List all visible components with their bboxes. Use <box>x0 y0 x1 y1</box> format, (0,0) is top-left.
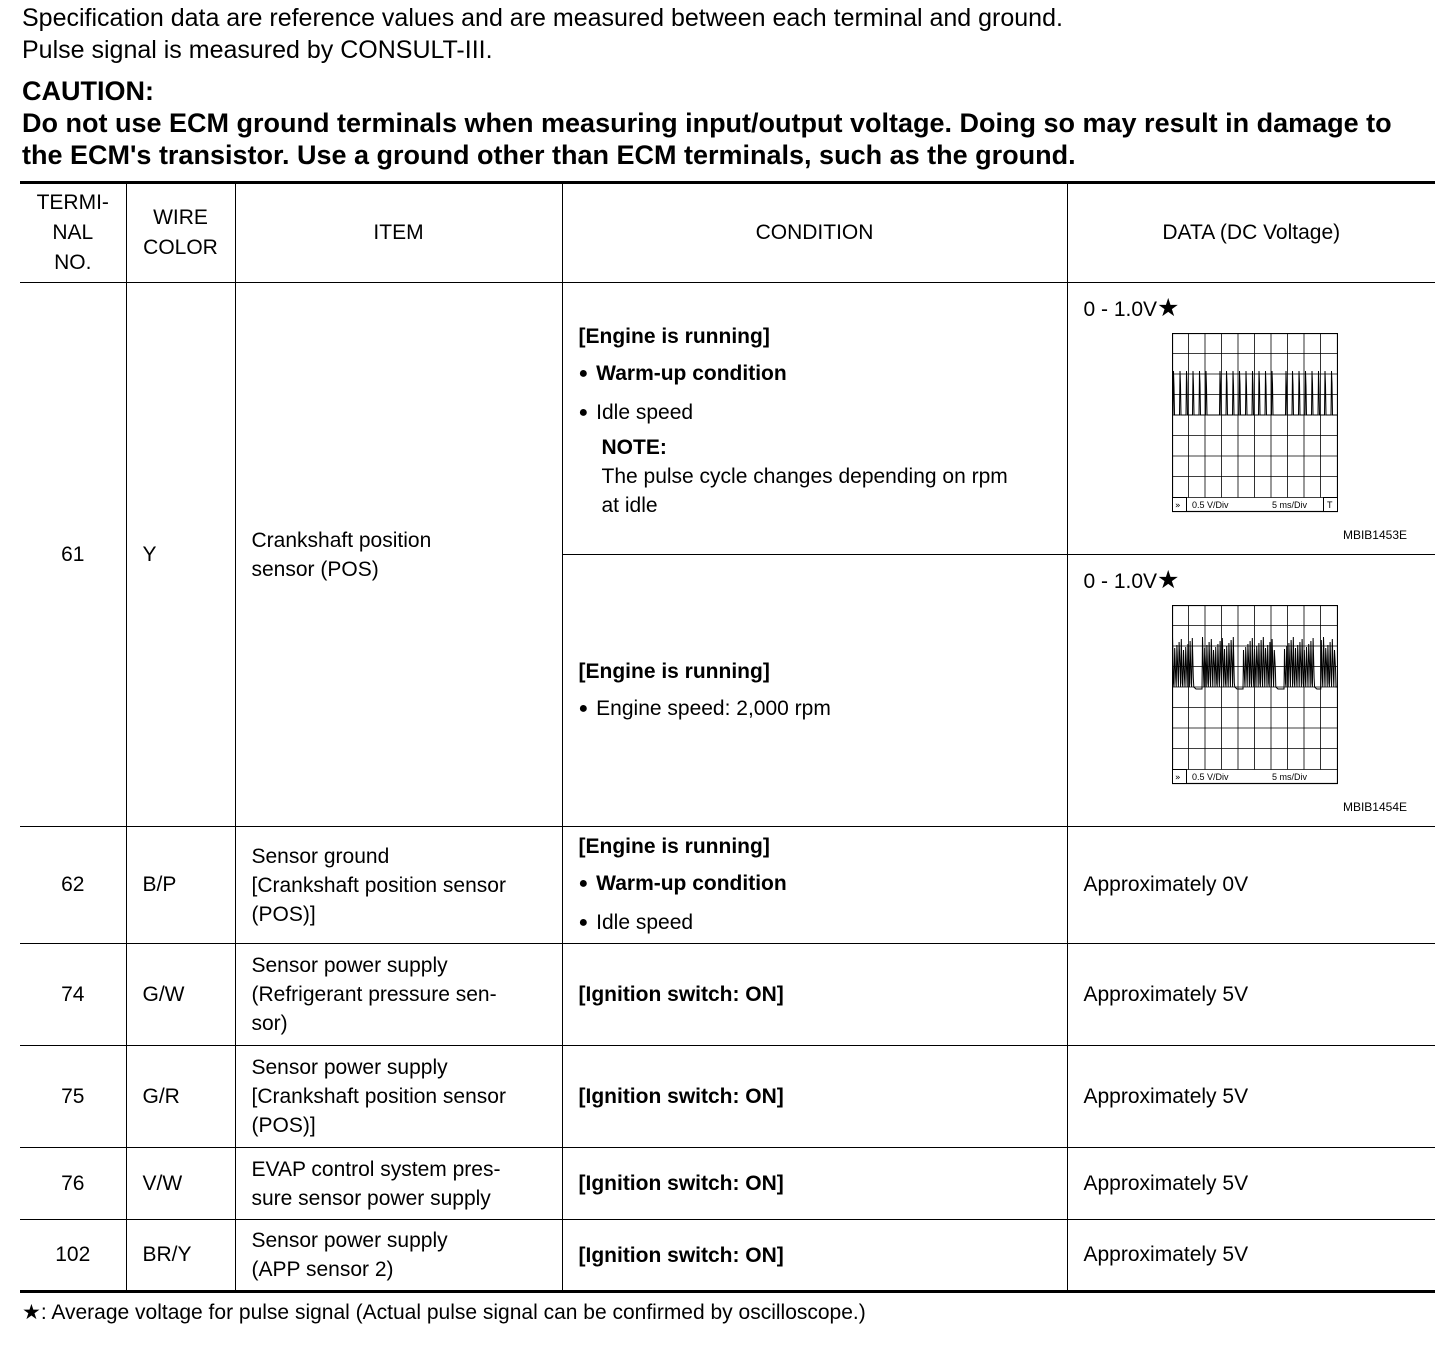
condition-bullet: ● Warm-up condition <box>579 865 1067 904</box>
item-cell: Sensor power supply (Refrigerant pressure sen- sor) <box>235 944 562 1046</box>
item-cell: Crankshaft position sensor (POS) <box>235 283 562 827</box>
condition-cell: [Ignition switch: ON] <box>562 1220 1067 1292</box>
star-icon: ★ <box>1157 294 1180 322</box>
condition-cell <box>562 555 1067 827</box>
item-cell: EVAP control system pres- sure sensor power supply <box>235 1148 562 1220</box>
data-cell <box>1067 555 1435 827</box>
data-value: 0 - 1.0V★ <box>1083 294 1180 322</box>
data-value: 0 - 1.0V★ <box>1083 566 1180 594</box>
data-cell <box>1067 283 1435 555</box>
footnote <box>22 1300 866 1325</box>
condition-bullet: ● Warm-up condition <box>579 355 1067 394</box>
data-cell: Approximately 5V <box>1067 944 1435 1046</box>
table-row-75 <box>20 1046 1435 1148</box>
terminal-no: 62 <box>20 827 126 944</box>
condition-cell: [Ignition switch: ON] <box>562 1046 1067 1148</box>
data-cell: Approximately 5V <box>1067 1046 1435 1148</box>
note-label: NOTE: <box>601 435 667 459</box>
condition-title: [Engine is running] <box>578 659 770 683</box>
terminal-no: 61 <box>20 283 126 827</box>
table-row-62 <box>20 827 1435 944</box>
intro-line-2: Pulse signal is measured by CONSULT-III. <box>22 36 493 64</box>
svg-text:»: » <box>1174 501 1181 511</box>
condition-title: [Engine is running] <box>578 834 770 858</box>
header-condition: CONDITION <box>562 183 1067 283</box>
condition-note: NOTE: The pulse cycle changes depending on rpm at idle <box>579 433 1067 520</box>
scope-trigger: T <box>1326 500 1332 510</box>
caution-title: CAUTION: <box>22 76 154 106</box>
wire-color: G/R <box>126 1046 235 1148</box>
scope-time-div: 5 ms/Div <box>1271 772 1307 782</box>
wire-color: BR/Y <box>126 1220 235 1292</box>
item-cell: Sensor power supply (APP sensor 2) <box>235 1220 562 1292</box>
data-cell: Approximately 0V <box>1067 827 1435 944</box>
header-terminal-no: TERMI- NAL NO. <box>20 183 126 283</box>
wire-color: Y <box>126 283 235 827</box>
star-icon: ★ <box>1157 566 1180 594</box>
figure-code: MBIB1454E <box>1342 800 1407 814</box>
scope-time-div: 5 ms/Div <box>1271 500 1307 510</box>
intro-line-1: Specification data are reference values and are measured between each terminal and ground. <box>22 4 1063 32</box>
condition-cell <box>562 827 1067 944</box>
table-row-74 <box>20 944 1435 1046</box>
scope-volt-div: 0.5 V/Div <box>1191 500 1229 510</box>
condition-title: [Engine is running] <box>578 324 770 348</box>
table-row-61a <box>20 283 1435 555</box>
intro-text <box>22 2 1063 66</box>
terminal-no: 75 <box>20 1046 126 1148</box>
header-wire-color: WIRE COLOR <box>126 183 235 283</box>
condition-bullet: ● Engine speed: 2,000 rpm <box>579 690 1067 729</box>
condition-bullet: ● Idle speed <box>579 904 1067 943</box>
header-data: DATA (DC Voltage) <box>1067 183 1435 283</box>
svg-text:»: » <box>1174 773 1181 783</box>
terminal-no: 102 <box>20 1220 126 1292</box>
condition-cell: [Ignition switch: ON] <box>562 1148 1067 1220</box>
condition-cell <box>562 283 1067 555</box>
star-icon: ★ <box>22 1301 41 1324</box>
terminal-spec-table <box>20 181 1435 1293</box>
oscilloscope-waveform-2000rpm <box>1172 605 1338 787</box>
footnote-text: : Average voltage for pulse signal (Actual pulse signal can be confirmed by oscilloscope.) <box>40 1301 866 1324</box>
table-header-row <box>20 183 1435 283</box>
item-cell: Sensor power supply [Crankshaft position sensor (POS)] <box>235 1046 562 1148</box>
data-cell: Approximately 5V <box>1067 1220 1435 1292</box>
terminal-no: 76 <box>20 1148 126 1220</box>
wire-color: G/W <box>126 944 235 1046</box>
terminal-no: 74 <box>20 944 126 1046</box>
data-cell: Approximately 5V <box>1067 1148 1435 1220</box>
item-cell: Sensor ground [Crankshaft position sensor (POS)] <box>235 827 562 944</box>
table-row-102 <box>20 1220 1435 1292</box>
condition-bullet: ● Idle speed <box>579 394 1067 433</box>
scope-volt-div: 0.5 V/Div <box>1191 772 1229 782</box>
caution-body: Do not use ECM ground terminals when measuring input/output voltage. Doing so may result in damage to the ECM's transistor. Use a ground other than ECM terminals, such as the ground. <box>22 108 1392 170</box>
wire-color: V/W <box>126 1148 235 1220</box>
wire-color: B/P <box>126 827 235 944</box>
condition-cell: [Ignition switch: ON] <box>562 944 1067 1046</box>
oscilloscope-waveform-idle <box>1172 333 1338 515</box>
table-row-76 <box>20 1148 1435 1220</box>
figure-code: MBIB1453E <box>1342 528 1407 542</box>
header-item: ITEM <box>235 183 562 283</box>
